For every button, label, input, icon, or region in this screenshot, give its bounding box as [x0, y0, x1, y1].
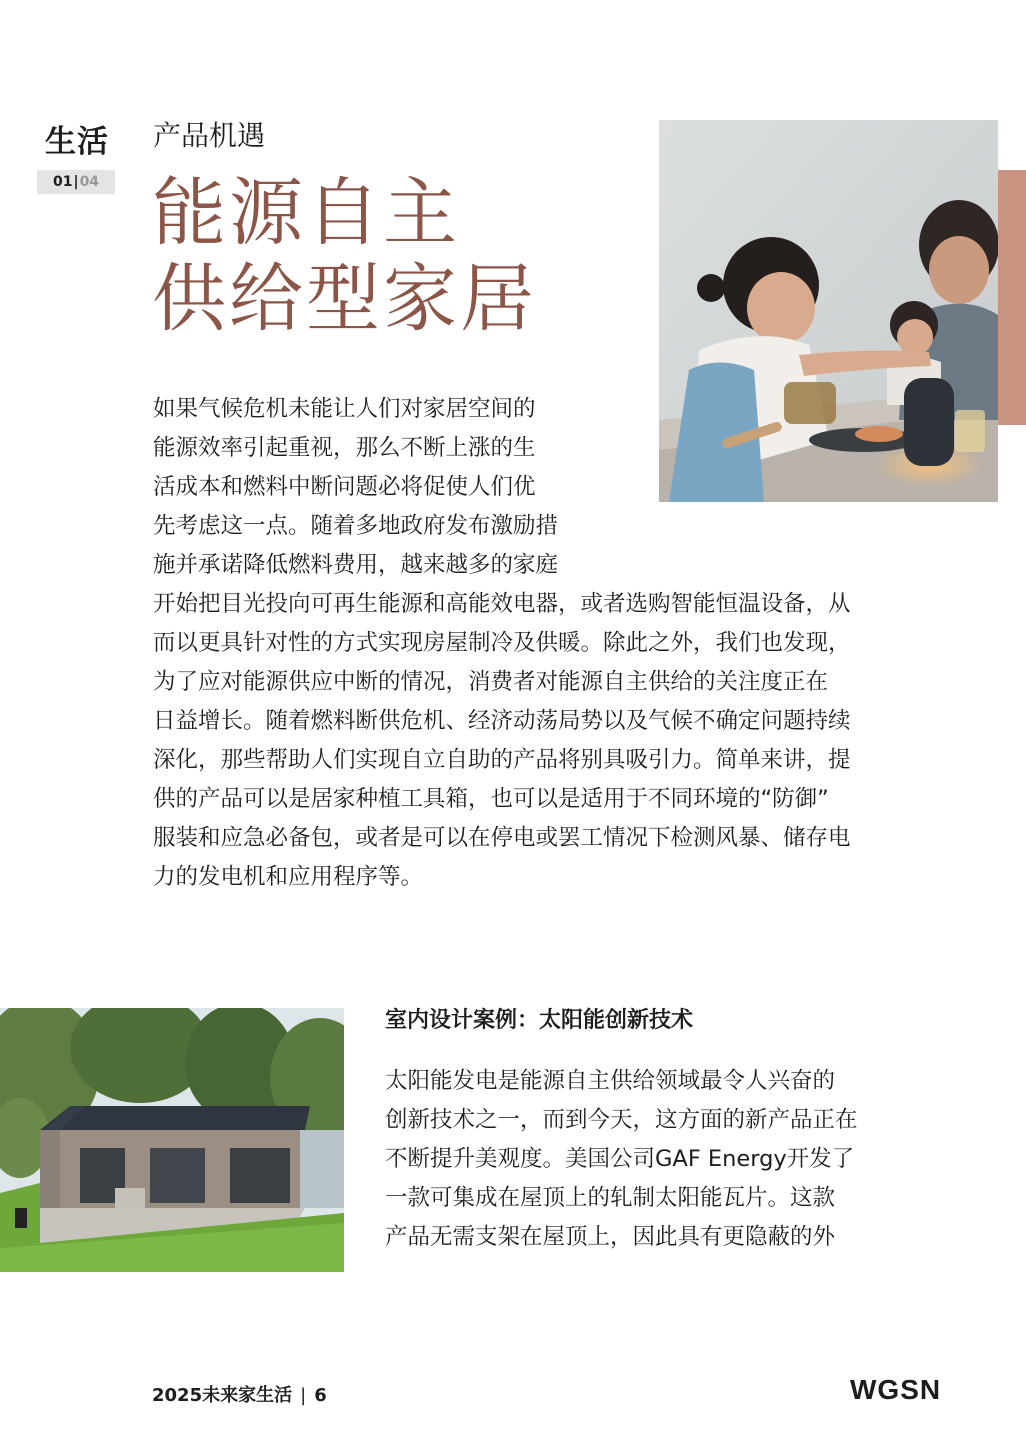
- section-page-current: 01: [52, 174, 73, 190]
- case-study-line: 产品无需支架在屋顶上，因此具有更隐蔽的外: [385, 1224, 836, 1250]
- body-line: 如果气候危机未能让人们对家居空间的: [153, 396, 536, 422]
- section-page-separator: |: [73, 174, 79, 190]
- footer-publication: [152, 1381, 327, 1407]
- body-paragraph-top: [153, 390, 588, 585]
- body-line: 施并承诺降低燃料费用，越来越多的家庭: [153, 552, 559, 578]
- body-line: 而以更具针对性的方式实现房屋制冷及供暖。除此之外，我们也发现，: [153, 630, 851, 656]
- footer-divider: |: [300, 1385, 307, 1406]
- body-line: 为了应对能源供应中断的情况，消费者对能源自主供给的关注度正在: [153, 669, 829, 695]
- page-title: [152, 170, 537, 342]
- section-page-total: 04: [79, 174, 100, 190]
- body-paragraph-bottom: [153, 585, 893, 897]
- eyebrow-heading: 产品机遇: [153, 119, 266, 152]
- section-label: 生活: [45, 124, 109, 160]
- case-study-paragraph: [385, 1062, 895, 1257]
- body-line: 力的发电机和应用程序等。: [153, 864, 424, 890]
- body-line: 服装和应急必备包，或者是可以在停电或罢工情况下检测风暴、储存电: [153, 825, 851, 851]
- footer-publication-title: 2025未来家生活: [152, 1385, 293, 1406]
- body-line: 开始把目光投向可再生能源和高能效电器，或者选购智能恒温设备，从: [153, 591, 851, 617]
- body-line: 活成本和燃料中断问题必将促使人们优: [153, 474, 536, 500]
- case-study-line: 一款可集成在屋顶上的轧制太阳能瓦片。这款: [385, 1185, 836, 1211]
- body-line: 能源效率引起重视，那么不断上涨的生: [153, 435, 536, 461]
- body-line: 先考虑这一点。随着多地政府发布激励措: [153, 513, 559, 539]
- accent-bar: [998, 170, 1026, 425]
- footer-page-number: 6: [314, 1385, 327, 1406]
- case-study-line: 创新技术之一，而到今天，这方面的新产品正在: [385, 1107, 858, 1133]
- solar-house-photo: [0, 1008, 344, 1272]
- body-line: 深化，那些帮助人们实现自立自助的产品将别具吸引力。简单来讲，提: [153, 747, 851, 773]
- case-study-heading: 室内设计案例：太阳能创新技术: [385, 1008, 694, 1033]
- section-page-counter: [37, 170, 115, 194]
- body-line: 供的产品可以是居家种植工具箱，也可以是适用于不同环境的“防御”: [153, 786, 829, 812]
- page-title-line-2: 供给型家居: [152, 256, 537, 342]
- body-line: 日益增长。随着燃料断供危机、经济动荡局势以及气候不确定问题持续: [153, 708, 851, 734]
- wgsn-logo: WGSN: [850, 1374, 942, 1405]
- page-title-line-1: 能源自主: [152, 170, 460, 256]
- case-study-line: 不断提升美观度。美国公司GAF Energy开发了: [385, 1146, 855, 1172]
- case-study-line: 太阳能发电是能源自主供给领域最令人兴奋的: [385, 1068, 836, 1094]
- family-table-photo: [659, 120, 998, 502]
